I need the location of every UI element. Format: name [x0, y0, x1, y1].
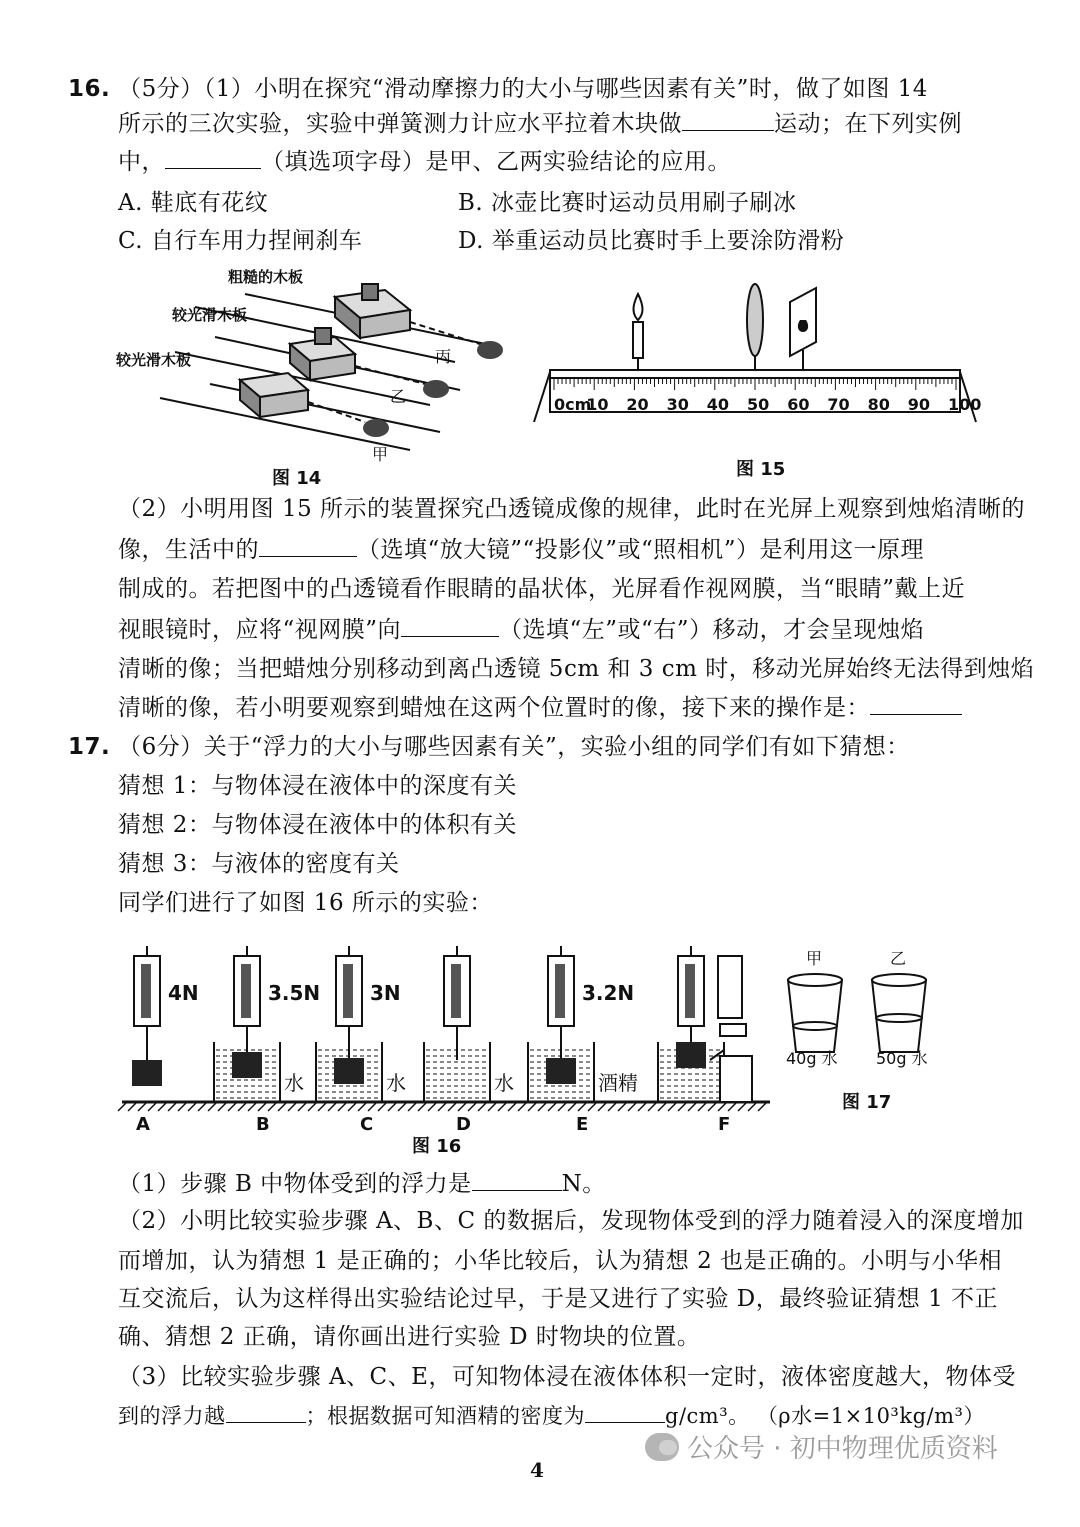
table-hatch: [508, 1103, 516, 1111]
page-number: 4: [530, 1458, 544, 1482]
scale-label: 40: [706, 395, 730, 414]
spring-scale: [720, 1024, 746, 1036]
q17-text: 到的浮力越: [118, 1404, 226, 1428]
table-hatch: [378, 1103, 386, 1111]
q16-p2-line1: （2）小明用图 15 所示的装置探究凸透镜成像的规律，此时在光屏上观察到烛焰清晰的: [118, 496, 1026, 522]
q17-text: （1）步骤 B 中物体受到的浮力是: [118, 1171, 472, 1197]
q17-intro: 关于“浮力的大小与哪些因素有关”，实验小组的同学们有如下猜想：: [203, 734, 910, 760]
table-hatch: [628, 1103, 636, 1111]
answer-blank-operation[interactable]: [870, 692, 962, 715]
q16-line2: [118, 108, 962, 139]
step-label: D: [456, 1114, 471, 1135]
table-hatch: [158, 1103, 166, 1111]
q16-text: 视眼镜时，应将“视网膜”向: [118, 617, 402, 643]
q17-text: g/cm³。: [665, 1404, 750, 1428]
liquid-label: 酒精: [598, 1071, 638, 1095]
table-hatch: [188, 1103, 196, 1111]
table-hatch: [648, 1103, 656, 1111]
q17-guess-3: 猜想 3：与液体的密度有关: [118, 851, 400, 877]
q16-option-a: A. 鞋底有花纹: [118, 190, 269, 216]
answer-blank-option[interactable]: [165, 146, 261, 169]
table-hatch: [448, 1103, 456, 1111]
scale-label: 30: [666, 395, 689, 414]
table-hatch: [438, 1103, 446, 1111]
table-hatch: [708, 1103, 716, 1111]
q16-text: 中，: [118, 149, 165, 175]
table-hatch: [688, 1103, 696, 1111]
step-label: C: [360, 1114, 374, 1135]
table-hatch: [568, 1103, 576, 1111]
table-hatch: [608, 1103, 616, 1111]
table-hatch: [138, 1103, 146, 1111]
answer-blank-device[interactable]: [259, 534, 357, 557]
q17-text: N。: [561, 1171, 606, 1197]
q16-text: 运动；在下列实例: [774, 111, 962, 137]
label-jia: 甲: [372, 445, 389, 464]
table-hatch: [728, 1103, 736, 1111]
table-hatch: [458, 1103, 466, 1111]
figure-17-cups: [780, 940, 940, 1070]
table-hatch: [318, 1103, 326, 1111]
table-hatch: [748, 1103, 756, 1111]
scale-reading: 4N: [168, 981, 199, 1005]
liquid-label: 水: [494, 1071, 514, 1095]
q16-line3: [118, 146, 731, 177]
table-hatch: [238, 1103, 246, 1111]
table-hatch: [478, 1103, 486, 1111]
table-hatch: [368, 1103, 376, 1111]
figure-15-caption: 图 15: [736, 459, 786, 480]
q17-guess-2: 猜想 2：与物体浸在液体中的体积有关: [118, 812, 517, 838]
table-hatch: [148, 1103, 156, 1111]
metal-block: [676, 1042, 706, 1068]
scale-label: 20: [626, 395, 649, 414]
scale-indicator: [451, 964, 461, 1018]
q16-p2-line2: [118, 534, 924, 565]
table-hatch: [758, 1103, 766, 1111]
q16-option-b: B. 冰壶比赛时运动员用刷子刷冰: [458, 190, 797, 216]
spring-scale: [718, 956, 742, 1018]
water-density-note: （ρ水=1×10³kg/m³）: [756, 1404, 985, 1428]
q16-p2-line3: 制成的。若把图中的凸透镜看作眼睛的晶状体，光屏看作视网膜，当“眼睛”戴上近: [118, 576, 966, 602]
q17-s1: [118, 1168, 606, 1199]
step-label: B: [256, 1114, 270, 1135]
table-hatch: [168, 1103, 176, 1111]
table-hatch: [408, 1103, 416, 1111]
q17-s2-line4: 确、猜想 2 正确，请你画出进行实验 D 时物块的位置。: [118, 1324, 701, 1350]
overflow-cup: [720, 1056, 752, 1102]
q16-part1-text: （1）小明在探究“滑动摩擦力的大小与哪些因素有关”时，做了如图 14: [203, 76, 928, 102]
cup-yi-label: 乙: [890, 949, 907, 968]
liquid-label: 水: [284, 1071, 304, 1095]
scale-reading: 3.5N: [268, 981, 321, 1005]
q16-option-d: D. 举重运动员比赛时手上要涂防滑粉: [458, 228, 845, 254]
experiment-step-D: [424, 946, 514, 1135]
q17-score: （6分）: [118, 734, 204, 760]
metal-block: [546, 1058, 576, 1084]
q17-s3-line1: （3）比较实验步骤 A、C、E，可知物体浸在液体体积一定时，液体密度越大，物体受: [118, 1364, 1016, 1390]
q16-text: 所示的三次实验，实验中弹簧测力计应水平拉着木块做: [118, 111, 682, 137]
watermark-text: 公众号 · 初中物理优质资料: [687, 1434, 998, 1464]
q16-text: （选填“放大镜”“投影仪”或“照相机”）是利用这一原理: [357, 537, 925, 563]
table-hatch: [248, 1103, 256, 1111]
scale-indicator: [241, 964, 251, 1018]
scale-unit-label: 0cm: [554, 395, 592, 414]
scale-label: 80: [867, 395, 890, 414]
table-hatch: [278, 1103, 286, 1111]
table-hatch: [398, 1103, 406, 1111]
table-hatch: [658, 1103, 666, 1111]
table-hatch: [518, 1103, 526, 1111]
watermark: [645, 1428, 998, 1465]
table-hatch: [358, 1103, 366, 1111]
table-hatch: [298, 1103, 306, 1111]
table-hatch: [308, 1103, 316, 1111]
table-hatch: [618, 1103, 626, 1111]
cup-jia-mass: 40g 水: [786, 1049, 838, 1068]
table-hatch: [198, 1103, 206, 1111]
table-hatch: [498, 1103, 506, 1111]
label-bing: 丙: [435, 347, 452, 366]
step-label: E: [576, 1114, 589, 1135]
table-hatch: [588, 1103, 596, 1111]
table-hatch: [718, 1103, 726, 1111]
q17-s2-line3: 互交流后，认为这样得出实验结论过早，于是又进行了实验 D，最终验证猜想 1 不正: [118, 1286, 999, 1312]
table-hatch: [118, 1103, 126, 1111]
table-hatch: [668, 1103, 676, 1111]
table-hatch: [538, 1103, 546, 1111]
q16-p2-line5: 清晰的像；当把蜡烛分别移动到离凸透镜 5cm 和 3 cm 时，移动光屏始终无法得到烛焰: [118, 656, 1035, 682]
table-hatch: [218, 1103, 226, 1111]
scale-reading: 3N: [370, 981, 401, 1005]
step-label: F: [718, 1114, 731, 1135]
table-hatch: [638, 1103, 646, 1111]
scale-indicator: [141, 964, 151, 1018]
q17-guess-1: 猜想 1：与物体浸在液体中的深度有关: [118, 773, 517, 799]
table-hatch: [678, 1103, 686, 1111]
table-hatch: [528, 1103, 536, 1111]
answer-blank-larger[interactable]: [226, 1400, 306, 1423]
scale-indicator: [343, 964, 353, 1018]
table-hatch: [578, 1103, 586, 1111]
experiment-step-B: [214, 946, 320, 1135]
figure-16-caption: 图 16: [412, 1136, 462, 1157]
table-hatch: [388, 1103, 396, 1111]
q16-p2-line4: [118, 614, 924, 645]
step-label: A: [136, 1114, 150, 1135]
scale-label: 10: [586, 395, 609, 414]
label-rough-board: 粗糙的木板: [228, 268, 304, 286]
table-hatch: [268, 1103, 276, 1111]
q16-score: （5分）: [118, 76, 204, 102]
table-hatch: [128, 1103, 136, 1111]
q17-line1: [68, 732, 910, 762]
table-hatch: [228, 1103, 236, 1111]
metal-block: [132, 1060, 162, 1086]
scale-label: 100: [948, 395, 982, 414]
table-hatch: [338, 1103, 346, 1111]
table-hatch: [418, 1103, 426, 1111]
scale-label: 50: [747, 395, 770, 414]
answer-blank-direction[interactable]: [401, 614, 499, 637]
scale-label: 70: [827, 395, 850, 414]
q16-number: 16.: [68, 76, 111, 102]
table-hatch: [258, 1103, 266, 1111]
label-smooth-board-1: 较光滑木板: [172, 306, 248, 324]
metal-block: [232, 1052, 262, 1078]
table-hatch: [598, 1103, 606, 1111]
table-hatch: [488, 1103, 496, 1111]
label-yi: 乙: [390, 387, 407, 406]
q16-text: （选填“左”或“右”）移动，才会呈现烛焰: [499, 617, 925, 643]
metal-block: [334, 1058, 364, 1084]
figure-14-friction: [110, 262, 520, 492]
figure-17-caption: 图 17: [842, 1092, 892, 1113]
scale-label: 60: [787, 395, 810, 414]
answer-blank-density[interactable]: [585, 1400, 665, 1423]
table-hatch: [548, 1103, 556, 1111]
table-hatch: [428, 1103, 436, 1111]
figure-14-caption: 图 14: [272, 468, 322, 489]
answer-blank-buoyancy[interactable]: [472, 1168, 562, 1191]
cup-jia-label: 甲: [806, 949, 823, 968]
table-hatch: [328, 1103, 336, 1111]
table-hatch: [178, 1103, 186, 1111]
table-hatch: [558, 1103, 566, 1111]
table-hatch: [698, 1103, 706, 1111]
table-hatch: [738, 1103, 746, 1111]
q16-p2-line6: [118, 692, 962, 723]
q17-text: ；根据数据可知酒精的密度为: [305, 1404, 585, 1428]
q16-text: 像，生活中的: [118, 537, 259, 563]
table-hatch: [288, 1103, 296, 1111]
q17-s2-line2: 而增加，认为猜想 1 是正确的；小华比较后，认为猜想 2 也是正确的。小明与小华相: [118, 1248, 1003, 1274]
answer-blank-motion[interactable]: [682, 108, 774, 131]
scale-indicator: [685, 964, 695, 1018]
table-hatch: [208, 1103, 216, 1111]
cup-yi-mass: 50g 水: [876, 1049, 928, 1068]
q16-line1: [68, 74, 928, 104]
table-hatch: [348, 1103, 356, 1111]
q17-s2-line1: （2）小明比较实验步骤 A、B、C 的数据后，发现物体受到的浮力随着浸入的深度增加: [118, 1208, 1024, 1234]
q16-option-c: C. 自行车用力捏闸刹车: [118, 228, 363, 254]
figure-15-optical-bench: [528, 282, 988, 432]
q16-text: （填选项字母）是甲、乙两实验结论的应用。: [261, 149, 731, 175]
q17-number: 17.: [68, 734, 111, 760]
q16-text: 清晰的像，若小明要观察到蜡烛在这两个位置时的像，接下来的操作是：: [118, 695, 870, 721]
scale-indicator: [555, 964, 565, 1018]
scale-label: 90: [907, 395, 931, 414]
liquid-label: 水: [386, 1071, 406, 1095]
figure-16-buoyancy: [120, 930, 780, 1140]
label-smooth-board-2: 较光滑木板: [116, 351, 192, 369]
q17-s3-line2: [118, 1400, 985, 1431]
table-hatch: [468, 1103, 476, 1111]
q17-lead: 同学们进行了如图 16 所示的实验：: [118, 890, 493, 916]
wechat-icon: [645, 1433, 679, 1461]
scale-reading: 3.2N: [582, 981, 635, 1005]
